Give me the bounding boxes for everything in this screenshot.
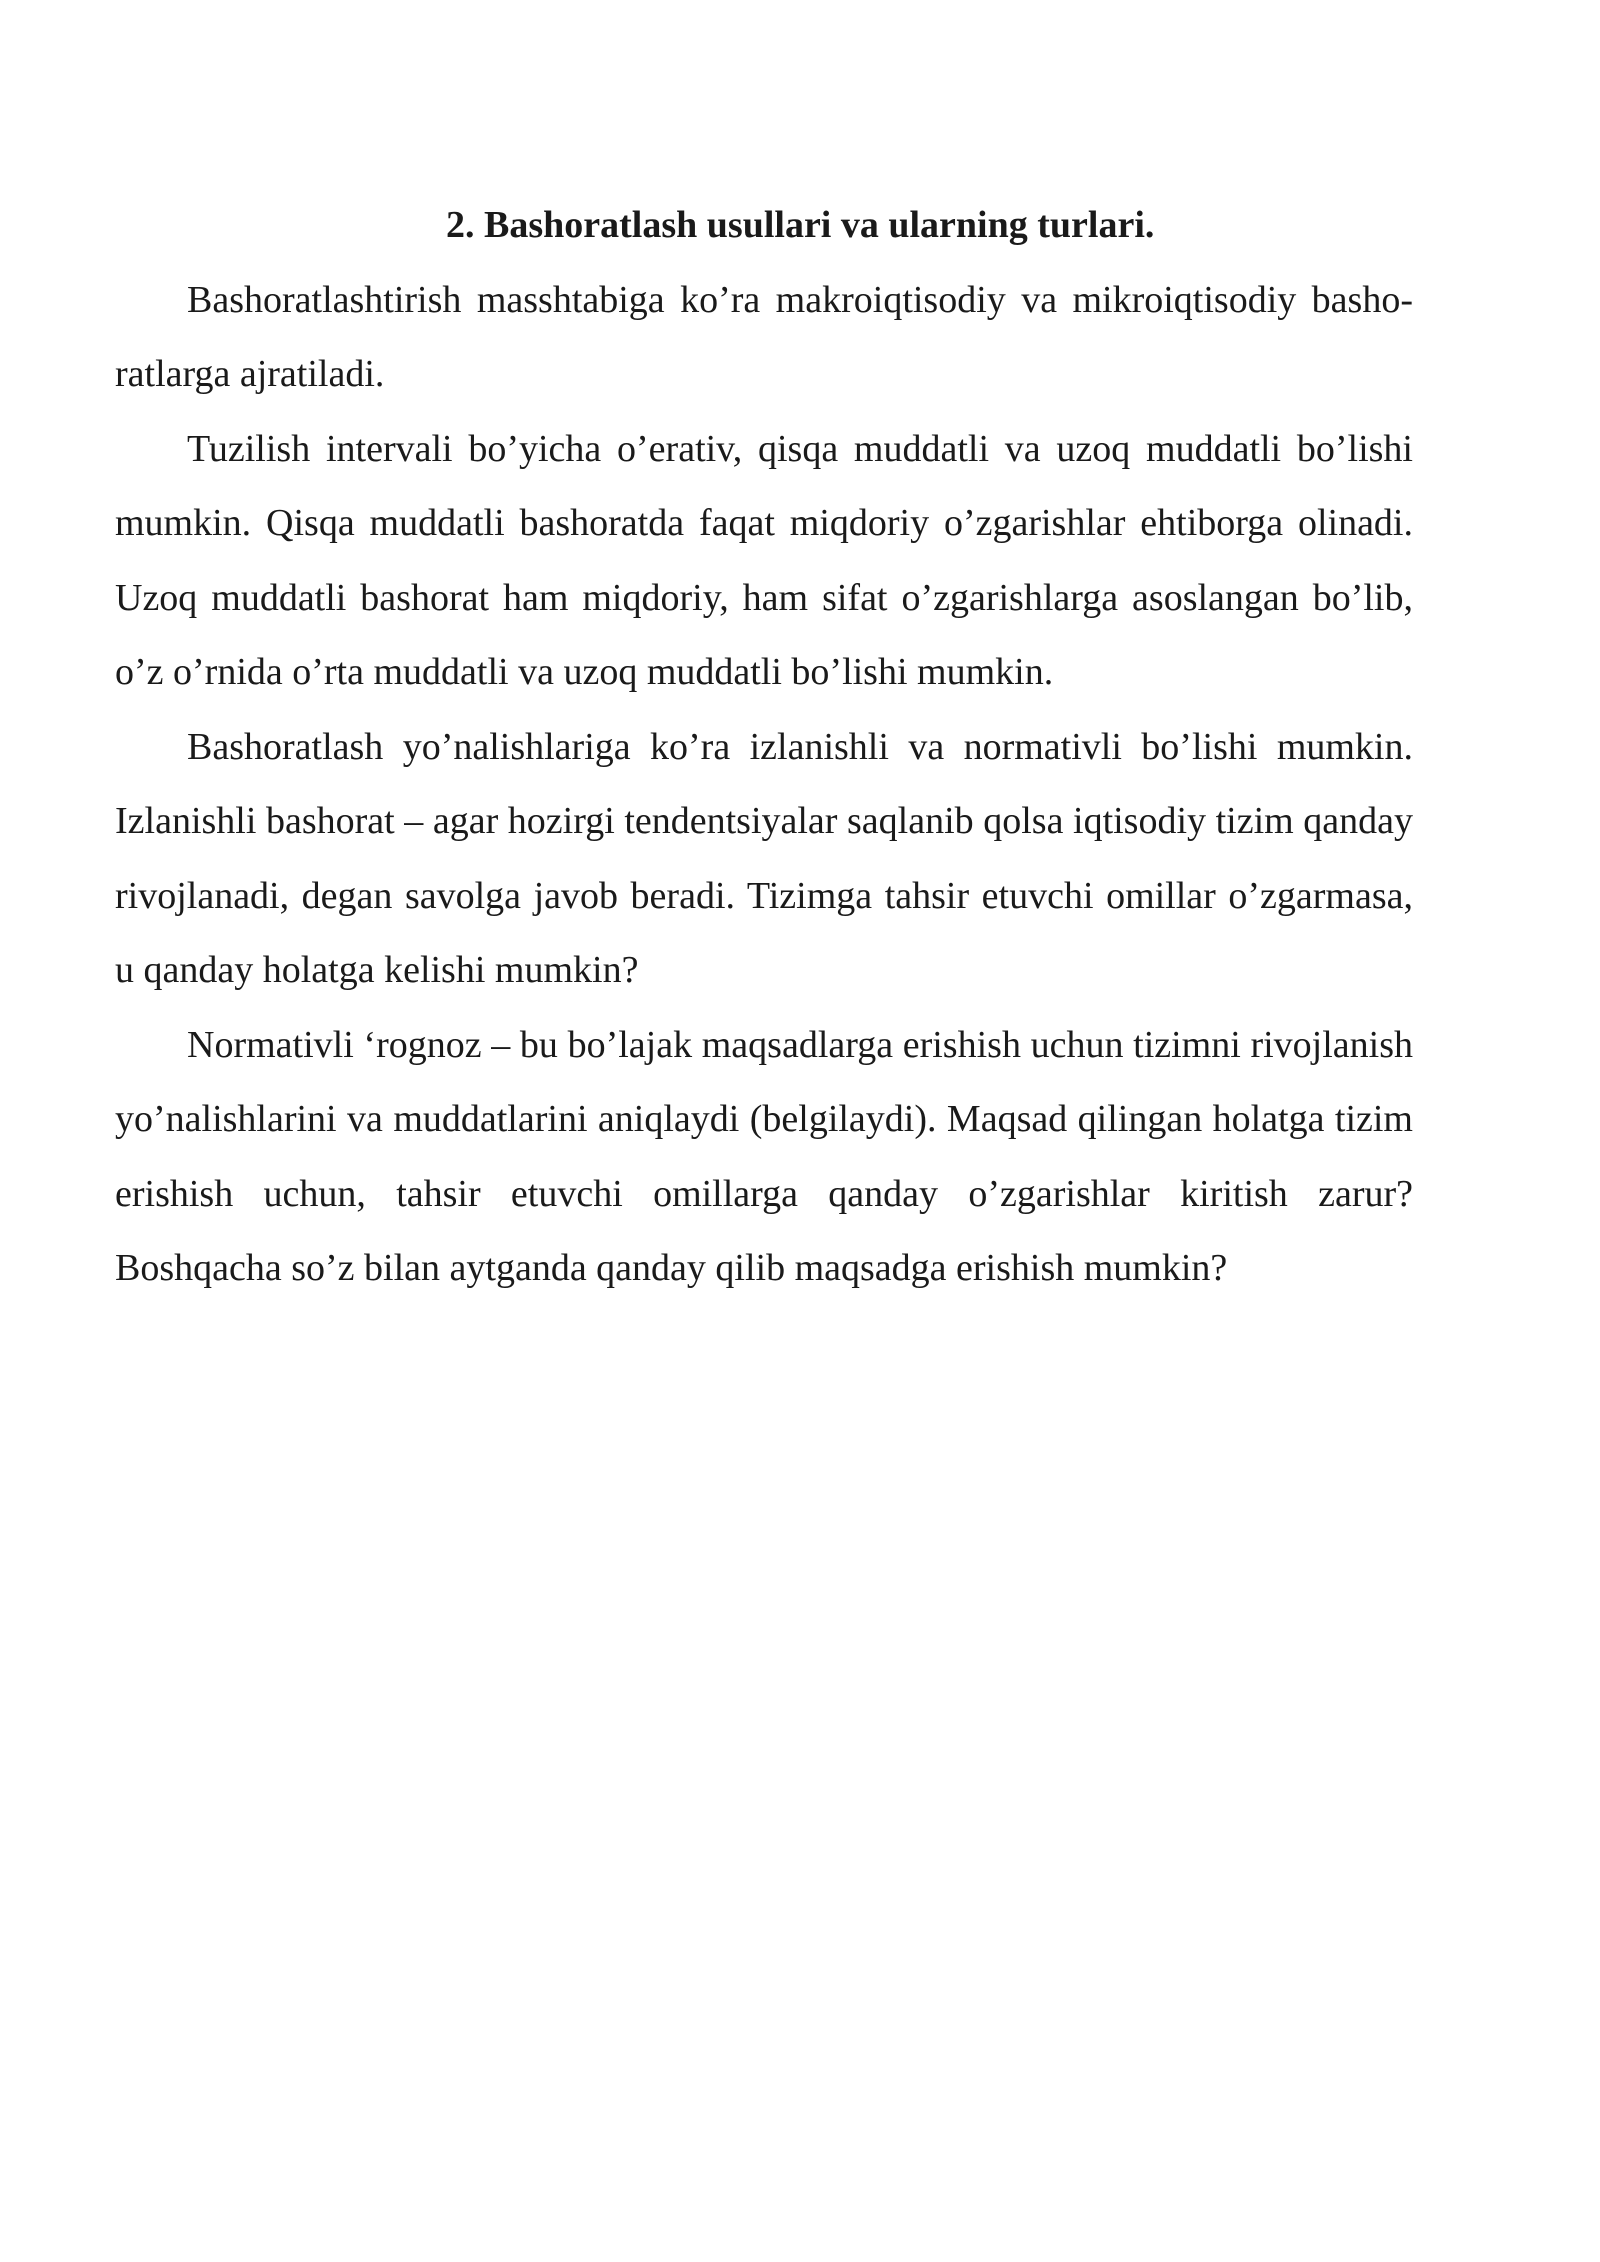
paragraph-interval: Tuzilish intervali bo’yicha o’erativ, qisqa muddatli va uzoq muddatli bo’lishi mumkin. Qisqa muddatli bashoratda faqat miqdoriy o’zgarishlar ehtiborga olinadi. Uzoq muddatli bashorat ham miqdoriy, ham sifat o’zgarishlarga asoslangan bo’lib, o’z o’rnida o’rta muddatli va uzoq muddatli bo’lishi mumkin. — [115, 427, 1413, 693]
section-heading — [115, 188, 1413, 263]
document-body — [115, 188, 1413, 1306]
section-title: Bashoratlash usullari va ularning turlari. — [484, 204, 1155, 246]
paragraph-direction: Bashoratlash yo’nalishlariga ko’ra izlanishli va normativli bo’lishi mumkin. Izlanishli bashorat – agar hozirgi tendentsiyalar saqlanib qolsa iqtisodiy tizim qanday rivojlanadi, degan savolga javob beradi. Tizimga tahsir etuvchi omillar o’zgarmasa, u qanday holatga kelishi mumkin? — [115, 725, 1413, 991]
paragraph-normative: Normativli ‘rognoz – bu bo’lajak maqsadlarga erishish uchun tizimni rivojlanish yo’nalishlarini va muddatlarini aniqlaydi (belgilaydi). Maqsad qilingan holatga tizim erishish uchun, tahsir etuvchi omillarga qanday o’zgarishlar kiritish zarur? Boshqacha so’z bilan aytganda qanday qilib maqsadga erishish mumkin? — [115, 1023, 1413, 1289]
section-number: 2. — [446, 204, 475, 246]
paragraph-scale: Bashoratlashtirish masshtabiga ko’ra makroiqtisodiy va mikroiqtisodiy bashoratlarga ajratiladi. — [115, 278, 1413, 395]
